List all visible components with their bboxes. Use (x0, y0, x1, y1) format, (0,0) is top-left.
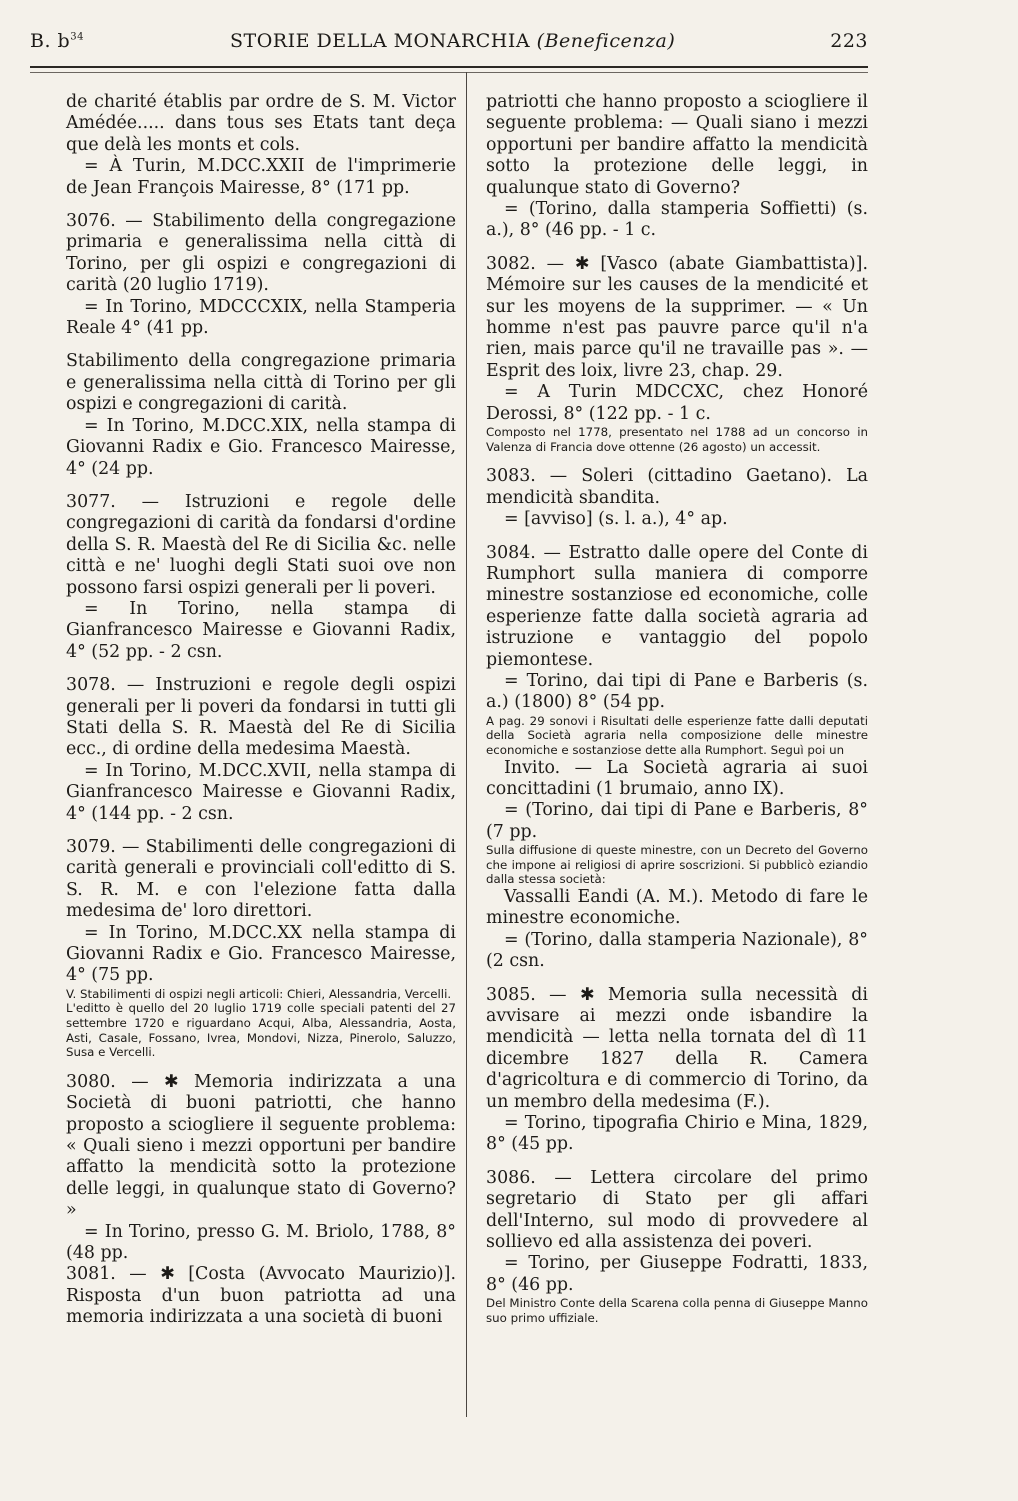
column-divider (466, 72, 467, 1417)
imprint: = Torino, dai tipi di Pane e Barberis (s. a.) (1800) 8° (54 pp. (486, 670, 868, 713)
entry-3081: 3081. — ✱ [Costa (Avvocato Maurizio)]. Risposta d'un buon patriotta ad una memoria indirizzata a una società di buoni (66, 1264, 456, 1328)
entry-text: patriotti che hanno proposto a sciogliere il seguente problema: — Quali siano i mezzi opportuni per bandire affatto la mendicità sotto la protezione delle leggi, in qualunque stato di Governo? (486, 92, 868, 198)
entry-3076: 3076. — Stabilimento della congregazione primaria e generalissima nella città di Torino, per gli ospizi e congregazioni di carità (20 luglio 1719). (66, 211, 456, 296)
imprint: = In Torino, MDCCCXIX, nella Stamperia Reale 4° (41 pp. (66, 296, 456, 339)
running-title: STORIE DELLA MONARCHIA (Beneficenza) (230, 30, 676, 52)
note: Del Ministro Conte della Scarena colla penna di Giuseppe Manno suo primo uffiziale. (486, 1296, 868, 1325)
entry-vassalli: Vassalli Eandi (A. M.). Metodo di fare le minestre economiche. (486, 886, 868, 929)
entry-text: de charité établis par ordre de S. M. Victor Amédée..... dans tous ses Etats tant deça que delà les monts et cols. (66, 92, 456, 155)
imprint: = (Torino, dalla stamperia Soffietti) (s. a.), 8° (46 pp. - 1 c. (486, 199, 868, 241)
note: L'editto è quello del 20 luglio 1719 colle speciali patenti del 27 settembre 1720 e riguardano Acqui, Alba, Alessandria, Aosta, Asti, Casale, Fossano, Ivrea, Mondovi, Nizza, Pinerolo, Saluzzo, Susa e Vercelli. (66, 1001, 456, 1060)
entry-3079: 3079. — Stabilimenti delle congregazioni di carità generali e provinciali coll'editto di S. S. R. M. e con l'elezione fatta dalla medesima de' loro direttori. (66, 837, 456, 922)
entry-3078: 3078. — Instruzioni e regole degli ospizi generali per li poveri da fondarsi in tutti gli Stati della S. R. Maestà del Re di Sicilia ecc., di ordine della medesima Maestà. (66, 675, 456, 760)
imprint: = In Torino, nella stampa di Gianfrancesco Mairesse e Giovanni Radix, 4° (52 pp. - 2 csn. (66, 598, 456, 662)
entry-3085: 3085. — ✱ Memoria sulla necessità di avvisare ai mezzi onde isbandire la mendicità — letta nella tornata del dì 11 dicembre 1827 della R. Camera d'agricoltura e di commercio di Torino, da un membro della medesima (F.). (486, 984, 868, 1112)
running-header (30, 30, 868, 60)
imprint: = (Torino, dai tipi di Pane e Barberis, 8° (7 pp. (486, 800, 868, 842)
imprint: = (Torino, dalla stamperia Nazionale), 8° (2 csn. (486, 929, 868, 972)
note: Composto nel 1778, presentato nel 1788 ad un concorso in Valenza di Francia dove ottenne (26 agosto) un accessit. (486, 425, 868, 454)
signature-mark: B. $b^{34}$ (30, 30, 84, 52)
page-number: 223 (830, 30, 868, 52)
imprint: = [avviso] (s. l. a.), 4° ap. (504, 509, 728, 530)
imprint: = In Torino, M.DCC.XX nella stampa di Giovanni Radix e Gio. Francesco Mairesse, 4° (75 pp. (66, 922, 456, 986)
note: V. Stabilimenti di ospizi negli articoli: Chieri, Alessandria, Vercelli. (66, 986, 452, 1001)
note: Sulla diffusione di queste minestre, con un Decreto del Governo che impone ai religiosi di aprire soscrizioni. Si pubblicò eziandio dalla stessa società: (486, 843, 868, 887)
entry-text: Stabilimento della congregazione primaria e generalissima nella città di Torino per gli ospizi e congregazioni di carità. (66, 351, 456, 415)
imprint: = In Torino, M.DCC.XVII, nella stampa di Gianfrancesco Mairesse e Giovanni Radix, 4° (144 pp. - 2 csn. (66, 760, 456, 824)
header-rule (30, 66, 868, 68)
imprint: = In Torino, M.DCC.XIX, nella stampa di Giovanni Radix e Gio. Francesco Mairesse, 4° (24 pp. (66, 415, 456, 479)
entry-3082: 3082. — ✱ [Vasco (abate Giambattista)]. Mémoire sur les causes de la mendicité et sur les moyens de la supprimer. — « Un homme n'est pas pauvre parce qu'il n'a rien, mais parce qu'il ne travaille pas ». — Esprit des loix, livre 23, chap. 29. (486, 253, 868, 381)
entry-3083: 3083. — Soleri (cittadino Gaetano). La mendicità sbandita. (486, 466, 868, 508)
note: A pag. 29 sonovi i Risultati delle esperienze fatte dalli deputati della Società agraria nella composizione delle minestre economiche e sostanziose dette alla Rumphort. Seguì poi un (486, 713, 868, 757)
entry-3077: 3077. — Istruzioni e regole delle congregazioni di carità da fondarsi d'ordine della S. R. Maestà del Re di Sicilia &c. nelle città e ne' luoghi degli Stati suoi ove non possono farsi ospizi generali per li poveri. (66, 491, 456, 598)
left-column (66, 92, 456, 1329)
entry-invito: Invito. — La Società agraria ai suoi concittadini (1 brumaio, anno IX). (486, 757, 868, 799)
imprint: = Torino, per Giuseppe Fodratti, 1833, 8° (46 pp. (486, 1253, 868, 1295)
imprint: = À Turin, M.DCC.XXII de l'imprimerie de Jean François Mairesse, 8° (171 pp. (66, 156, 456, 198)
header-rule-thin (30, 72, 868, 73)
imprint: = A Turin MDCCXC, chez Honoré Derossi, 8° (122 pp. - 1 c. (486, 382, 868, 424)
entry-3086: 3086. — Lettera circolare del primo segretario di Stato per gli affari dell'Interno, sul modo di provvedere al sollievo ed alla assistenza dei poveri. (486, 1167, 868, 1253)
entry-3084: 3084. — Estratto dalle opere del Conte di Rumphort sulla maniera di comporre minestre sostanziose ed economiche, colle esperienze fatte dalla società agraria ad istruzione e vantaggio del popolo piemontese. (486, 542, 868, 670)
entry-3080: 3080. — ✱ Memoria indirizzata a una Società di buoni patriotti, che hanno proposto a sciogliere il seguente problema: « Quali sieno i mezzi opportuni per bandire affatto la mendicità sotto la protezione delle leggi, in qualunque stato di Governo? » (66, 1071, 456, 1221)
imprint: = Torino, tipografia Chirio e Mina, 1829, 8° (45 pp. (486, 1113, 868, 1155)
imprint: = In Torino, presso G. M. Briolo, 1788, 8° (48 pp. (66, 1221, 456, 1264)
right-column (486, 92, 868, 1325)
